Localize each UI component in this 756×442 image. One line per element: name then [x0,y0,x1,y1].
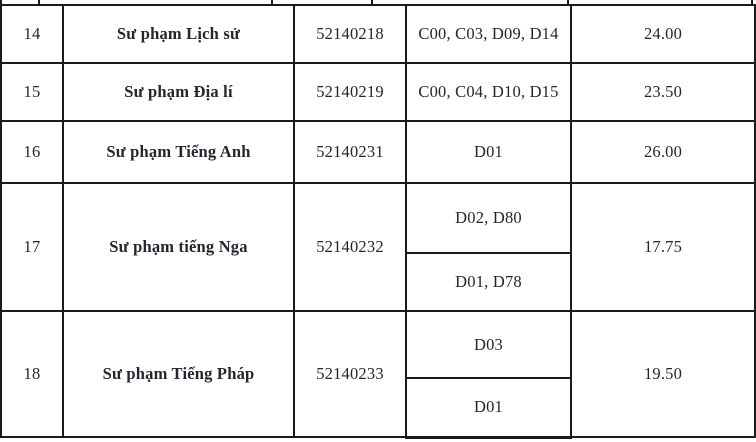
major-name-cell: Sư phạm Địa lí [63,63,294,121]
score-cell: 24.00 [571,5,755,63]
combo-cell: C00, C04, D10, D15 [406,63,571,121]
major-name-cell: Sư phạm Tiếng Anh [63,121,294,183]
row-number-cell: 15 [1,63,63,121]
combo-cell: D01 [406,378,571,437]
major-name-cell: Sư phạm tiếng Nga [63,183,294,311]
table-row [1,311,755,378]
row-number-cell: 17 [1,183,63,311]
row-number-cell: 14 [1,5,63,63]
table-row [1,63,755,121]
row-number-cell: 16 [1,121,63,183]
combo-cell: C00, C03, D09, D14 [406,5,571,63]
score-cell: 26.00 [571,121,755,183]
score-cell: 23.50 [571,63,755,121]
major-name-cell: Sư phạm Tiếng Pháp [63,311,294,437]
major-code-cell: 52140231 [294,121,406,183]
major-code-cell: 52140219 [294,63,406,121]
major-name-cell: Sư phạm Lịch sử [63,5,294,63]
combo-cell: D01, D78 [406,253,571,311]
row-number-cell: 18 [1,311,63,437]
score-cell: 19.50 [571,311,755,437]
combo-cell: D01 [406,121,571,183]
table-row [1,5,755,63]
score-cell: 17.75 [571,183,755,311]
table-row [1,121,755,183]
combo-cell: D02, D80 [406,183,571,253]
major-code-cell: 52140232 [294,183,406,311]
combo-cell: D03 [406,311,571,378]
admission-scores-table [0,4,756,439]
major-code-cell: 52140233 [294,311,406,437]
major-code-cell: 52140218 [294,5,406,63]
table-row [1,183,755,253]
